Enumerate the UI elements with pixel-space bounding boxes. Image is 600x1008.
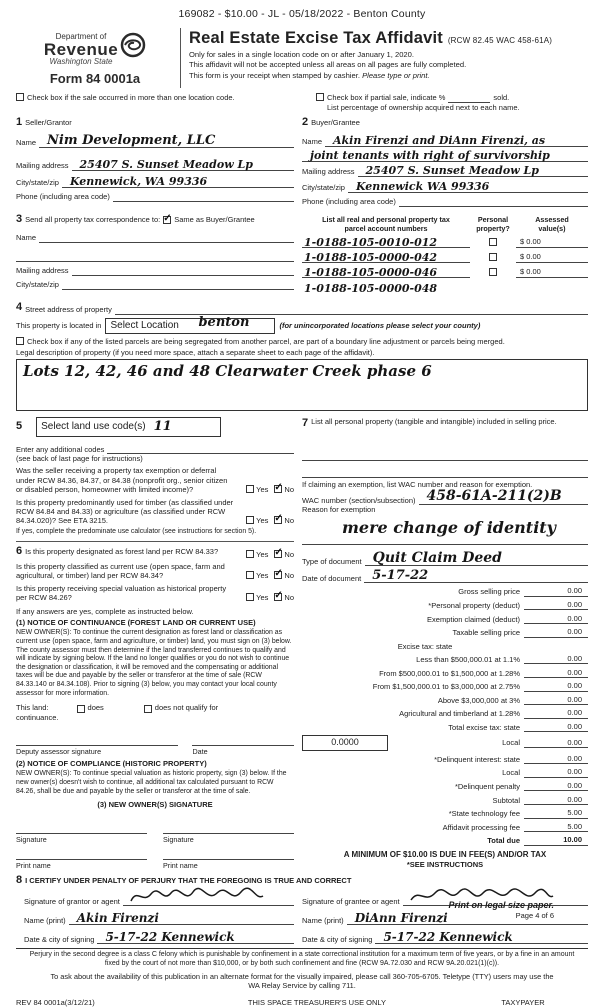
owner-print-name-field-2[interactable] [163,850,294,860]
question-forest-text: 6 Is this property designated as forest land per RCW 84.33? [16,545,219,558]
correspondence-extra-field[interactable] [16,252,294,262]
money-row-delinq-pen: *Delinquent penalty 0.00 [302,781,588,791]
parcel-number-field-3[interactable] [302,266,470,278]
minimum-due-note: A MINIMUM OF $10.00 IS DUE IN FEE(S) AND/OR TAX [343,849,547,859]
subtotal-value: 0.00 [524,795,588,805]
current-use-yes-checkbox[interactable] [246,571,254,579]
section-7-number: 7 [302,416,309,429]
owner-signature-label-1: Signature [16,834,47,844]
land-does-not-label: does not qualify for [154,703,219,713]
grantee-date-handwriting: 5-17-22 Kennewick [383,930,513,945]
question-forest-answers: Yes ✓ No [238,550,294,559]
parcel-row-3 [302,266,588,278]
question-exemption-text: Was the seller receiving a property tax exemption or deferral under RCW 84.36, 84.37, or 84.38 (nonprofit org., senior citizen or disabled person, homeowner with limited income)? [16,466,228,495]
money-row-taxable: Taxable selling price 0.00 [302,627,588,637]
correspondence-mailing-field[interactable] [72,266,294,276]
grantee-date-field[interactable] [375,930,588,944]
doc-date-field[interactable] [364,570,588,583]
money-row-exemption: Exemption claimed (deduct) 0.00 [302,614,588,624]
parcel-number-field-2[interactable] [302,251,470,263]
grantor-date-handwriting: 5-17-22 Kennewick [105,930,235,945]
aff-fee-value: 5.00 [524,822,588,832]
grantee-name-label: Name (print) [302,916,344,926]
grantor-signature-icon [127,886,267,908]
street-address-field[interactable] [115,305,588,315]
seller-name-handwriting: Nim Development, LLC [47,132,216,148]
location-handwriting: benton [198,314,250,330]
seller-city-row [16,175,294,188]
personal-property-label: List all personal property (tangible and intangible) included in selling price. [311,416,557,426]
buyer-city-handwriting: Kennewick WA 99336 [355,180,490,194]
header-divider [180,28,181,88]
timber-no-checkbox[interactable] [274,516,282,524]
buyer-mailing-row [302,165,588,177]
tier3-value: 0.00 [524,681,588,691]
certify-statement: I CERTIFY UNDER PENALTY OF PERJURY THAT THE FOREGOING IS TRUE AND CORRECT [25,875,352,885]
tier1-value: 0.00 [524,654,588,664]
buyer-phone-field[interactable] [399,197,588,207]
perjury-notice: Perjury in the second degree is a class C felony which is punishable by confinement in a state correctional institution for a maximum term of five years, or by a fine in an amount fixed by the court of not more than $10,000, or by both such confinement and fine (RCW 9A.72.030 and RCW 9A.20.021(1)(c)). [29,951,575,968]
doc-date-handwriting: 5-17-22 [372,568,429,584]
doc-type-label: Type of document [302,556,362,566]
notice-compliance-text: NEW OWNER(S): To continue special valuation as historic property, sign (3) below. If the new owner(s) doesn't wish to continue, all additional tax calculated pursuant to RCW 84.26, shall be due and payable by the seller or transferor at the time of sale. [16,770,287,795]
question-exemption [16,466,294,494]
buyer-name-label: Name [302,137,323,147]
question-timber-answers: Yes ✓ No [238,516,294,525]
rev-number: REV 84 0001a(3/12/21) [16,998,95,1008]
correspondence-name-label: Name [16,233,37,243]
owner-signature-label-2: Signature [163,834,194,844]
parcel-row-1 [302,236,588,248]
exemption-yes-checkbox[interactable] [246,485,254,493]
gross-price-value: 0.00 [524,586,588,596]
personal-property-field[interactable] [302,453,588,461]
buyer-name-field-2[interactable] [302,149,588,162]
question-timber-text: Is this property predominantly used for timber (as classified under RCW 84.84 and 84.33) or agriculture (as classified under RCW 84.34.020)? See ETA 3215. [16,497,234,526]
parcel-number-field-1[interactable] [302,236,470,248]
exemption-deduct-value: 0.00 [524,614,588,624]
seller-city-label: City/state/zip [16,178,59,188]
location-select[interactable] [105,314,275,335]
parcel-personal-checkbox-3[interactable] [489,268,497,276]
correspondence-city-row [16,280,294,290]
new-owners-signature-title: (3) NEW OWNER(S) SIGNATURE [97,800,213,810]
partial-sale-percent-field[interactable] [448,93,490,103]
section-3-title: Send all property tax correspondence to: [25,214,161,224]
correspondence-city-field[interactable] [62,280,294,290]
correspondence-name-row [16,233,294,243]
exemption-no-checkbox[interactable] [274,485,282,493]
taxpayer-stamp: TAXYPAYER [501,998,545,1008]
section-6-designations [16,541,294,869]
buyer-city-field[interactable] [348,181,588,193]
county-receipt-stamp: 169082 - $10.00 - JL - 05/18/2022 - Benton County [178,8,426,20]
owner-signature-field-1[interactable] [16,820,147,834]
partial-sale-checkbox[interactable] [316,93,324,101]
money-row-total-state: Total excise tax: state 0.00 [302,722,588,732]
total-due-value: 10.00 [524,835,588,845]
reason-exemption-handwriting: mere change of identity [342,518,556,538]
notice-continuance-text: NEW OWNER(S): To continue the current designation as forest land or classification as current use (open space, farm and agriculture, or timber) land, you must sign on (3) below. The county assessor must then determine if the land transferred continues to qualify and will indicate by signing below. If the land no longer qualifies or you do not wish to continue the designation or classification, it will be removed and the compensating or additional taxes will be due and payable by the seller or transferor at the time of sale (RCW 84.33.140 or 84.34.108). Prior to signing (3) below, you may contact your local county assessor for more information. [16,629,292,697]
doc-date-row [302,570,588,583]
legal-description-handwriting: Lots 12, 42, 46 and 48 Clearwater Creek phase 6 [23,361,432,380]
money-row-aff-fee: Affidavit processing fee 5.00 [302,822,588,832]
continuance-label: continuance. [16,712,59,722]
wac-number-row [302,489,588,505]
land-qualify-row [16,703,294,712]
parcel-header-personal: Personal property? [476,214,510,233]
parcel-table [302,213,588,296]
deputy-assessor-label: Deputy assessor signature [16,747,102,757]
land-use-select[interactable] [36,417,221,437]
question-historic [16,584,294,603]
same-as-buyer-checkbox[interactable] [163,216,171,224]
land-use-code-handwriting: 11 [153,418,172,434]
agtimber-value: 0.00 [524,708,588,718]
current-use-no-checkbox[interactable] [274,571,282,579]
section-1-title: Seller/Grantor [25,118,72,128]
grantor-date-row [24,930,294,944]
money-row-tier2: From $500,000.01 to $1,500,000 at 1.28% 0.00 [302,668,588,678]
form-title-rcw: (RCW 82.45 WAC 458-61A) [447,36,553,46]
section-8-number: 8 [16,873,23,886]
historic-no-checkbox[interactable] [274,593,282,601]
question-exemption-answers: Yes ✓ No [238,485,294,494]
forest-no-checkbox[interactable] [274,550,282,558]
buyer-phone-row [302,197,588,207]
question-historic-answers: Yes ✓ No [238,593,294,602]
grantor-name-label: Name (print) [24,916,66,926]
parcel-number-handwriting-2: 1-0188-105-0000-042 [304,251,438,265]
tier4-value: 0.00 [524,695,588,705]
money-row-tier1: Less than $500,000.01 at 1.1% 0.00 [302,654,588,664]
money-row-gross: Gross selling price 0.00 [302,586,588,596]
grantor-name-row [24,911,294,925]
seller-name-field[interactable] [39,134,294,148]
section-2-title: Buyer/Grantee [311,118,360,128]
personal-deduct-value: 0.00 [524,600,588,610]
local2-value: 0.00 [524,767,588,777]
seller-phone-label: Phone (including area code) [16,192,110,202]
buyer-mailing-handwriting: 25407 S. Sunset Meadow Lp [365,164,539,178]
form-subtitle-1: Only for sales in a single location code on or after January 1, 2020. [189,49,414,59]
form-subtitle-3: This form is your receipt when stamped by cashier. Please type or print. [189,70,430,80]
if-any-note: If any answers are yes, complete as instructed below. [16,606,194,616]
buyer-name-row [302,134,588,147]
taxable-price-value: 0.00 [524,627,588,637]
parcel-header-numbers: List all real and personal property tax parcel account numbers [322,214,450,233]
grantee-date-row [302,930,588,944]
owner-print-name-label-1: Print name [16,860,51,870]
parcel-number-handwriting-1: 1-0188-105-0010-012 [304,236,438,250]
buyer-city-row [302,181,588,193]
section-3-correspondence [16,213,294,293]
grantor-signature-label: Signature of grantor or agent [24,897,120,907]
doc-date-label: Date of document [302,573,362,583]
section-1-number: 1 [16,116,23,129]
seller-mailing-row [16,158,294,171]
seller-mailing-handwriting: 25407 S. Sunset Meadow Lp [79,158,253,172]
tech-fee-value: 5.00 [524,808,588,818]
local-rate-value: 0.0000 [331,737,359,748]
additional-codes-label: Enter any additional codes [16,444,105,454]
section-3-number: 3 [16,212,23,225]
section-4-number: 4 [16,300,23,313]
doc-type-handwriting: Quit Claim Deed [372,549,502,566]
grantor-date-label: Date & city of signing [24,935,95,945]
dor-logo-icon [120,32,146,60]
partial-sale-suffix: sold. [493,92,510,102]
money-row-delinq-int: *Delinquent interest: state 0.00 [302,754,588,764]
print-note: Print on legal size paper. [448,900,554,910]
total-state-value: 0.00 [524,722,588,732]
timber-note: If yes, complete the predominate use calculator (see instructions for section 5). [16,527,257,535]
land-does-checkbox[interactable] [77,705,85,713]
correspondence-mailing-row [16,266,294,276]
owner-print-name-label-2: Print name [163,860,198,870]
grantor-name-handwriting: Akin Firenzi [76,911,159,926]
form-title: Real Estate Excise Tax Affidavit (RCW 82.45 WAC 458-61A) [189,29,553,48]
owner-print-name-field-1[interactable] [16,850,147,860]
form-number: Form 84 0001a [49,71,141,87]
wac-number-handwriting: 458-61A-211(2)B [426,488,562,505]
grantor-signature-field[interactable] [123,890,294,906]
wac-number-field[interactable] [419,489,588,505]
multi-location-label: Check box if the sale occurred in more than one location code. [27,92,235,102]
section-2-number: 2 [302,116,309,129]
parcel-row-4 [302,281,588,296]
parcel-header-assessed: Assessed value(s) [535,214,569,233]
parcel-personal-checkbox-2[interactable] [489,253,497,261]
local-tax-value: 0.00 [524,738,588,748]
excise-state-heading: Excise tax: state [397,641,453,651]
partial-sale-label: Check box if partial sale, indicate % [327,92,446,102]
grantee-date-label: Date & city of signing [302,935,373,945]
form-subtitle-2: This affidavit will not be accepted unless all areas on all pages are fully completed. [189,60,467,70]
agency-name: Revenue [43,40,119,60]
money-row-agtimber: Agricultural and timberland at 1.28% 0.00 [302,708,588,718]
money-row-subtotal: Subtotal 0.00 [302,795,588,805]
parcel-number-handwriting-4: 1-0188-105-0000-048 [304,282,438,296]
buyer-name-handwriting-1: Akin Firenzi and DiAnn Firenzi, as [333,134,546,148]
parcel-row-2 [302,251,588,263]
buyer-mailing-field[interactable] [358,165,588,177]
correspondence-mailing-label: Mailing address [16,266,69,276]
seller-phone-field[interactable] [113,192,294,202]
located-in-label: This property is located in [16,321,102,331]
parcel-number-handwriting-3: 1-0188-105-0000-046 [304,266,438,280]
money-row-local: 0.0000 Local 0.00 [302,735,588,750]
money-row-tech-fee: *State technology fee 5.00 [302,808,588,818]
seller-name-label: Name [16,138,37,148]
land-does-label: does [87,703,104,713]
correspondence-name-field[interactable] [39,233,294,243]
doc-type-row [302,544,588,566]
wac-number-label: WAC number (section/subsection) [302,495,416,505]
seller-city-field[interactable] [62,175,294,188]
treasurer-use-label: THIS SPACE TREASURER'S USE ONLY [247,998,387,1008]
buyer-mailing-label: Mailing address [302,167,355,177]
land-use-select-placeholder: Select land use code(s) [41,420,146,432]
parcel-value-2: $ 0.00 [516,252,588,262]
dor-logo-block [16,26,174,88]
historic-yes-checkbox[interactable] [246,593,254,601]
additional-codes-row [16,444,294,454]
notice-compliance-title: (2) NOTICE OF COMPLIANCE (HISTORIC PROPERTY) [16,759,207,769]
seller-city-handwriting: Kennewick, WA 99336 [69,175,208,189]
money-row-personal: *Personal property (deduct) 0.00 [302,600,588,610]
see-instructions-note: *SEE INSTRUCTIONS [406,859,484,869]
question-forest [16,545,294,559]
partial-sale-note: List percentage of ownership acquired next to each name. [327,102,520,112]
seller-phone-row [16,192,294,202]
seller-name-row [16,134,294,148]
parcel-value-1: $ 0.00 [516,237,588,247]
section-2-buyer [302,116,588,207]
money-row-tier4: Above $3,000,000 at 3% 0.00 [302,695,588,705]
multi-location-checkbox[interactable] [16,93,24,101]
additional-codes-field[interactable] [107,444,294,454]
legal-description-box[interactable] [16,359,588,411]
deputy-date-field[interactable] [192,732,294,746]
section-7-tax [302,417,588,870]
buyer-name-field[interactable] [325,134,588,147]
money-row-total-due: Total due 10.00 [302,835,588,845]
buyer-phone-label: Phone (including area code) [302,197,396,207]
segregated-label: Check box if any of the listed parcels are being segregated from another parcel, are part of a boundary line adjustment or parcels being merged. [27,337,505,347]
agency-dept-label: Department of [55,32,107,42]
grantor-date-field[interactable] [97,930,294,944]
parcel-value-3: $ 0.00 [516,267,588,277]
correspondence-extra-row [16,252,294,262]
exemption-claim-label: If claiming an exemption, list WAC number and reason for exemption. [302,477,588,489]
question-current-use-text: Is this property classified as current use (open space, farm and agricultural, or timber) land per RCW 84.34? [16,562,225,581]
correspondence-city-label: City/state/zip [16,280,59,290]
parcel-number-field-4[interactable] [302,281,470,296]
buyer-name-row-2 [302,149,588,162]
buyer-city-label: City/state/zip [302,183,345,193]
location-select-placeholder: Select Location [110,319,179,331]
additional-codes-note: (see back of last page for instructions) [16,454,143,464]
deputy-assessor-signature-field[interactable] [16,732,178,746]
question-historic-text: Is this property receiving special valuation as historical property per RCW 84.26? [16,583,227,603]
notice-continuance-title: (1) NOTICE OF CONTINUANCE (FOREST LAND OR CURRENT USE) [16,617,256,627]
grantor-signature-row [24,890,294,906]
page-number: Page 4 of 6 [515,911,554,921]
tty-notice: To ask about the availability of this publication in an alternate format for the visually impaired, please call 360-705-6705. Teletype (TTY) users may use the WA Relay Service by calling 711. [50,971,554,991]
segregated-checkbox[interactable] [16,337,24,345]
local-rate-box[interactable] [302,735,388,750]
land-does-not-checkbox[interactable] [144,705,152,713]
street-address-label: Street address of property [25,305,112,315]
parcel-personal-checkbox-1[interactable] [489,238,497,246]
deputy-date-label: Date [192,747,208,757]
section-1-seller [16,116,294,207]
reason-exemption-field[interactable] [302,514,588,544]
forest-yes-checkbox[interactable] [246,550,254,558]
timber-yes-checkbox[interactable] [246,516,254,524]
delinq-pen-value: 0.00 [524,781,588,791]
section-5-land-use [16,417,294,537]
money-row-local2: Local 0.00 [302,767,588,777]
question-current-use-answers: Yes ✓ No [238,571,294,580]
grantee-signature-label: Signature of grantee or agent [302,897,400,907]
legal-description-label: Legal description of property (if you need more space, attach a separate sheet to each page of the affidavit). [16,348,375,358]
section-4-property [16,301,588,411]
delinq-int-value: 0.00 [524,754,588,764]
doc-type-field[interactable] [365,551,588,566]
question-current-use [16,562,294,581]
agency-state-label: Washington State [49,57,113,67]
owner-signature-field-2[interactable] [163,820,294,834]
located-note: (for unincorporated locations please select your county) [279,321,481,331]
reason-exemption-label: Reason for exemption [302,504,376,514]
form-header [16,26,588,88]
money-row-tier3: From $1,500,000.01 to $3,000,000 at 2.75% 0.00 [302,681,588,691]
section-5-number: 5 [16,420,23,433]
question-timber [16,498,294,526]
grantee-name-handwriting: DiAnn Firenzi [354,911,448,926]
this-land-label: This land: [16,703,49,713]
buyer-name-handwriting-2: joint tenants with right of survivorship [310,149,550,163]
tier2-value: 0.00 [524,668,588,678]
same-as-buyer-label: Same as Buyer/Grantee [174,214,255,224]
seller-mailing-field[interactable] [72,158,294,171]
seller-mailing-label: Mailing address [16,161,69,171]
grantor-name-field[interactable] [69,911,294,925]
